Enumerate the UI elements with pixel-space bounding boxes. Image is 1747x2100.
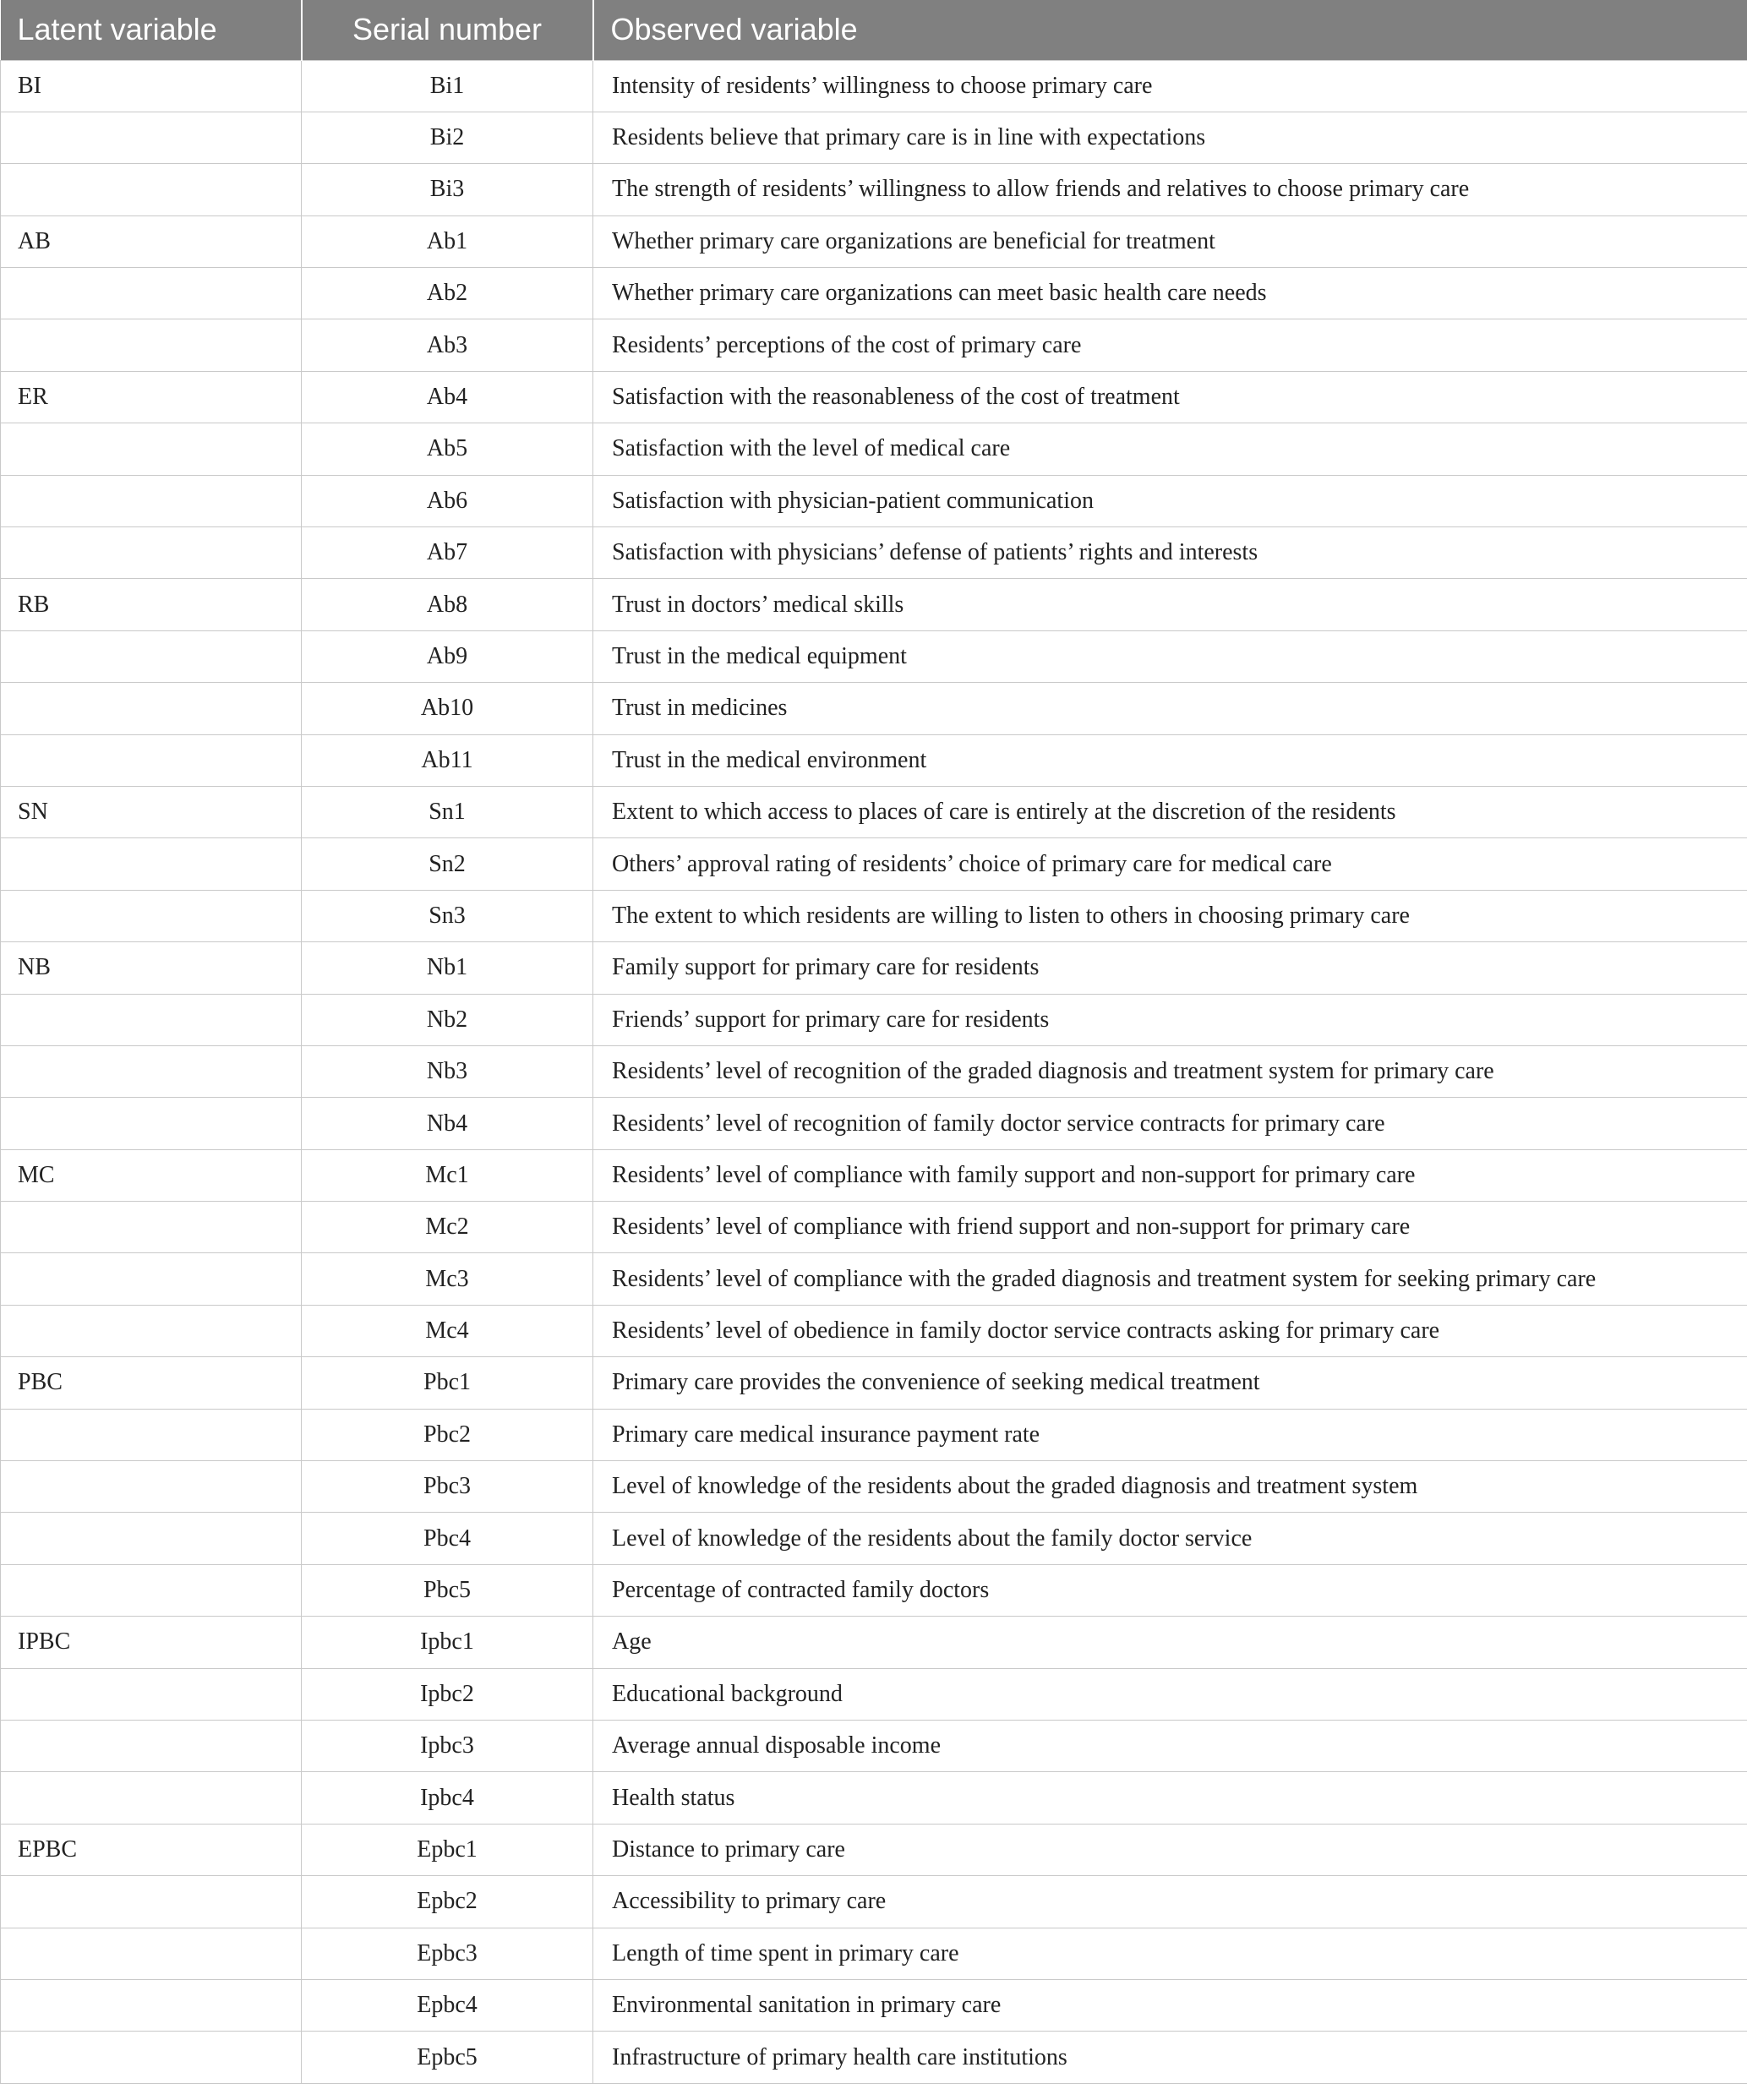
serial-number-cell: Sn1: [302, 786, 593, 837]
observed-variable-cell: Length of time spent in primary care: [593, 1928, 1747, 1979]
table-row: [1, 579, 1747, 630]
observed-variable-cell: Trust in medicines: [593, 683, 1747, 734]
latent-variable-cell: [1, 1098, 302, 1149]
serial-number-cell: Ipbc1: [302, 1617, 593, 1668]
table-row: [1, 838, 1747, 890]
serial-number-cell: Pbc3: [302, 1461, 593, 1513]
table-row: [1, 1409, 1747, 1460]
serial-number-cell: Pbc2: [302, 1409, 593, 1460]
observed-variable-cell: Residents’ level of obedience in family doctor service contracts asking for primary care: [593, 1305, 1747, 1356]
serial-number-cell: Mc3: [302, 1253, 593, 1305]
table-row: [1, 994, 1747, 1045]
table-header: [1, 0, 1747, 60]
latent-variable-cell: [1, 1564, 302, 1616]
table-row: [1, 1772, 1747, 1824]
observed-variable-cell: The strength of residents’ willingness to allow friends and relatives to choose primary care: [593, 164, 1747, 215]
observed-variable-cell: Primary care provides the convenience of seeking medical treatment: [593, 1357, 1747, 1409]
table-row: [1, 1253, 1747, 1305]
table-row: [1, 60, 1747, 112]
table-row: [1, 1202, 1747, 1253]
table-row: [1, 1098, 1747, 1149]
observed-variable-cell: Intensity of residents’ willingness to choose primary care: [593, 60, 1747, 112]
observed-variable-cell: Primary care medical insurance payment rate: [593, 1409, 1747, 1460]
table-row: [1, 527, 1747, 579]
serial-number-cell: Ab10: [302, 683, 593, 734]
serial-number-cell: Nb4: [302, 1098, 593, 1149]
observed-variable-cell: Whether primary care organizations are beneficial for treatment: [593, 215, 1747, 267]
serial-number-cell: Ipbc3: [302, 1721, 593, 1772]
serial-number-cell: Ab7: [302, 527, 593, 579]
latent-variable-cell: [1, 683, 302, 734]
table-row: [1, 268, 1747, 319]
observed-variable-cell: Residents’ level of recognition of family doctor service contracts for primary care: [593, 1098, 1747, 1149]
serial-number-cell: Pbc1: [302, 1357, 593, 1409]
table-row: [1, 734, 1747, 786]
header-row: [1, 0, 1747, 60]
serial-number-cell: Ipbc2: [302, 1668, 593, 1720]
latent-variable-cell: [1, 1305, 302, 1356]
observed-variable-cell: Satisfaction with the reasonableness of the cost of treatment: [593, 371, 1747, 423]
table-row: [1, 1876, 1747, 1928]
observed-variable-cell: Percentage of contracted family doctors: [593, 1564, 1747, 1616]
observed-variable-cell: Age: [593, 1617, 1747, 1668]
serial-number-cell: Nb1: [302, 942, 593, 994]
table-row: [1, 1824, 1747, 1875]
table-row: [1, 1979, 1747, 2031]
serial-number-cell: Ab6: [302, 475, 593, 526]
observed-variable-cell: Infrastructure of primary health care institutions: [593, 2032, 1747, 2083]
latent-variable-cell: [1, 630, 302, 682]
observed-variable-cell: Environmental sanitation in primary care: [593, 1979, 1747, 2031]
observed-variable-cell: Level of knowledge of the residents about the family doctor service: [593, 1513, 1747, 1564]
serial-number-cell: Bi2: [302, 112, 593, 163]
observed-variable-cell: Satisfaction with the level of medical care: [593, 423, 1747, 475]
observed-variable-cell: Residents’ level of compliance with family support and non-support for primary care: [593, 1149, 1747, 1201]
table-row: [1, 1357, 1747, 1409]
observed-variable-cell: Trust in the medical environment: [593, 734, 1747, 786]
latent-variable-cell: [1, 527, 302, 579]
serial-number-cell: Sn2: [302, 838, 593, 890]
observed-variable-cell: Trust in doctors’ medical skills: [593, 579, 1747, 630]
latent-variable-cell: [1, 112, 302, 163]
latent-variable-cell: [1, 1721, 302, 1772]
observed-variable-cell: Accessibility to primary care: [593, 1876, 1747, 1928]
table-row: [1, 475, 1747, 526]
latent-variable-cell: [1, 734, 302, 786]
observed-variable-cell: Distance to primary care: [593, 1824, 1747, 1875]
serial-number-cell: Ipbc4: [302, 1772, 593, 1824]
observed-variable-cell: Satisfaction with physicians’ defense of patients’ rights and interests: [593, 527, 1747, 579]
latent-variable-cell: EPBC: [1, 1824, 302, 1875]
observed-variable-cell: Educational background: [593, 1668, 1747, 1720]
table-row: [1, 1513, 1747, 1564]
latent-variable-cell: ER: [1, 371, 302, 423]
latent-variable-cell: [1, 164, 302, 215]
table-row: [1, 423, 1747, 475]
table-row: [1, 1721, 1747, 1772]
latent-variable-cell: NB: [1, 942, 302, 994]
table-row: [1, 1149, 1747, 1201]
latent-variable-cell: [1, 994, 302, 1045]
table-row: [1, 1668, 1747, 1720]
table-row: [1, 1461, 1747, 1513]
table-row: [1, 164, 1747, 215]
latent-variable-cell: AB: [1, 215, 302, 267]
serial-number-cell: Epbc2: [302, 1876, 593, 1928]
serial-number-cell: Ab1: [302, 215, 593, 267]
serial-number-cell: Nb2: [302, 994, 593, 1045]
latent-variable-cell: [1, 1461, 302, 1513]
table-row: [1, 630, 1747, 682]
table-row: [1, 371, 1747, 423]
serial-number-cell: Ab5: [302, 423, 593, 475]
serial-number-cell: Ab2: [302, 268, 593, 319]
observed-variable-cell: Residents’ level of recognition of the graded diagnosis and treatment system for primary care: [593, 1045, 1747, 1097]
serial-number-cell: Ab8: [302, 579, 593, 630]
observed-variable-cell: Extent to which access to places of care is entirely at the discretion of the residents: [593, 786, 1747, 837]
latent-variable-cell: [1, 1876, 302, 1928]
observed-variable-cell: Satisfaction with physician-patient communication: [593, 475, 1747, 526]
serial-number-cell: Sn3: [302, 890, 593, 941]
latent-variable-cell: [1, 319, 302, 371]
observed-variable-cell: Whether primary care organizations can meet basic health care needs: [593, 268, 1747, 319]
observed-variable-cell: Residents’ perceptions of the cost of primary care: [593, 319, 1747, 371]
serial-number-cell: Bi1: [302, 60, 593, 112]
header-latent-variable: Latent variable: [1, 0, 302, 60]
latent-variable-cell: BI: [1, 60, 302, 112]
observed-variable-cell: Others’ approval rating of residents’ choice of primary care for medical care: [593, 838, 1747, 890]
latent-variable-cell: IPBC: [1, 1617, 302, 1668]
latent-variable-cell: PBC: [1, 1357, 302, 1409]
observed-variable-cell: Residents’ level of compliance with the graded diagnosis and treatment system for seeking primary care: [593, 1253, 1747, 1305]
observed-variable-cell: The extent to which residents are willing to listen to others in choosing primary care: [593, 890, 1747, 941]
observed-variable-cell: Average annual disposable income: [593, 1721, 1747, 1772]
table-row: [1, 112, 1747, 163]
header-observed-variable: Observed variable: [593, 0, 1747, 60]
latent-variable-cell: [1, 423, 302, 475]
serial-number-cell: Mc4: [302, 1305, 593, 1356]
table-row: [1, 786, 1747, 837]
latent-variable-cell: RB: [1, 579, 302, 630]
serial-number-cell: Pbc4: [302, 1513, 593, 1564]
latent-variable-cell: [1, 1668, 302, 1720]
serial-number-cell: Ab9: [302, 630, 593, 682]
latent-variable-cell: [1, 475, 302, 526]
serial-number-cell: Ab4: [302, 371, 593, 423]
latent-variable-cell: [1, 890, 302, 941]
serial-number-cell: Pbc5: [302, 1564, 593, 1616]
latent-variable-cell: [1, 1253, 302, 1305]
latent-variable-cell: [1, 838, 302, 890]
observed-variable-cell: Residents’ level of compliance with friend support and non-support for primary care: [593, 1202, 1747, 1253]
table-row: [1, 1045, 1747, 1097]
serial-number-cell: Bi3: [302, 164, 593, 215]
table-row: [1, 683, 1747, 734]
serial-number-cell: Epbc4: [302, 1979, 593, 2031]
table-row: [1, 2032, 1747, 2083]
table-row: [1, 215, 1747, 267]
latent-variable-cell: [1, 1409, 302, 1460]
table-row: [1, 1564, 1747, 1616]
observed-variable-cell: Level of knowledge of the residents about the graded diagnosis and treatment system: [593, 1461, 1747, 1513]
table-row: [1, 319, 1747, 371]
latent-variable-cell: [1, 2032, 302, 2083]
table-row: [1, 890, 1747, 941]
header-serial-number: Serial number: [302, 0, 593, 60]
observed-variable-cell: Friends’ support for primary care for residents: [593, 994, 1747, 1045]
latent-variable-cell: [1, 1979, 302, 2031]
table-row: [1, 942, 1747, 994]
table-row: [1, 1928, 1747, 1979]
table-body: [1, 60, 1747, 2083]
latent-variable-cell: MC: [1, 1149, 302, 1201]
observed-variable-cell: Family support for primary care for residents: [593, 942, 1747, 994]
serial-number-cell: Epbc1: [302, 1824, 593, 1875]
latent-variable-cell: SN: [1, 786, 302, 837]
latent-variable-cell: [1, 1772, 302, 1824]
serial-number-cell: Epbc3: [302, 1928, 593, 1979]
latent-variable-cell: [1, 1928, 302, 1979]
latent-variable-cell: [1, 1045, 302, 1097]
latent-variable-cell: [1, 1513, 302, 1564]
serial-number-cell: Mc1: [302, 1149, 593, 1201]
serial-number-cell: Ab3: [302, 319, 593, 371]
observed-variable-cell: Residents believe that primary care is in line with expectations: [593, 112, 1747, 163]
table-row: [1, 1305, 1747, 1356]
observed-variable-cell: Health status: [593, 1772, 1747, 1824]
observed-variable-cell: Trust in the medical equipment: [593, 630, 1747, 682]
table-row: [1, 1617, 1747, 1668]
latent-variable-cell: [1, 1202, 302, 1253]
serial-number-cell: Ab11: [302, 734, 593, 786]
serial-number-cell: Nb3: [302, 1045, 593, 1097]
latent-variable-cell: [1, 268, 302, 319]
serial-number-cell: Epbc5: [302, 2032, 593, 2083]
serial-number-cell: Mc2: [302, 1202, 593, 1253]
